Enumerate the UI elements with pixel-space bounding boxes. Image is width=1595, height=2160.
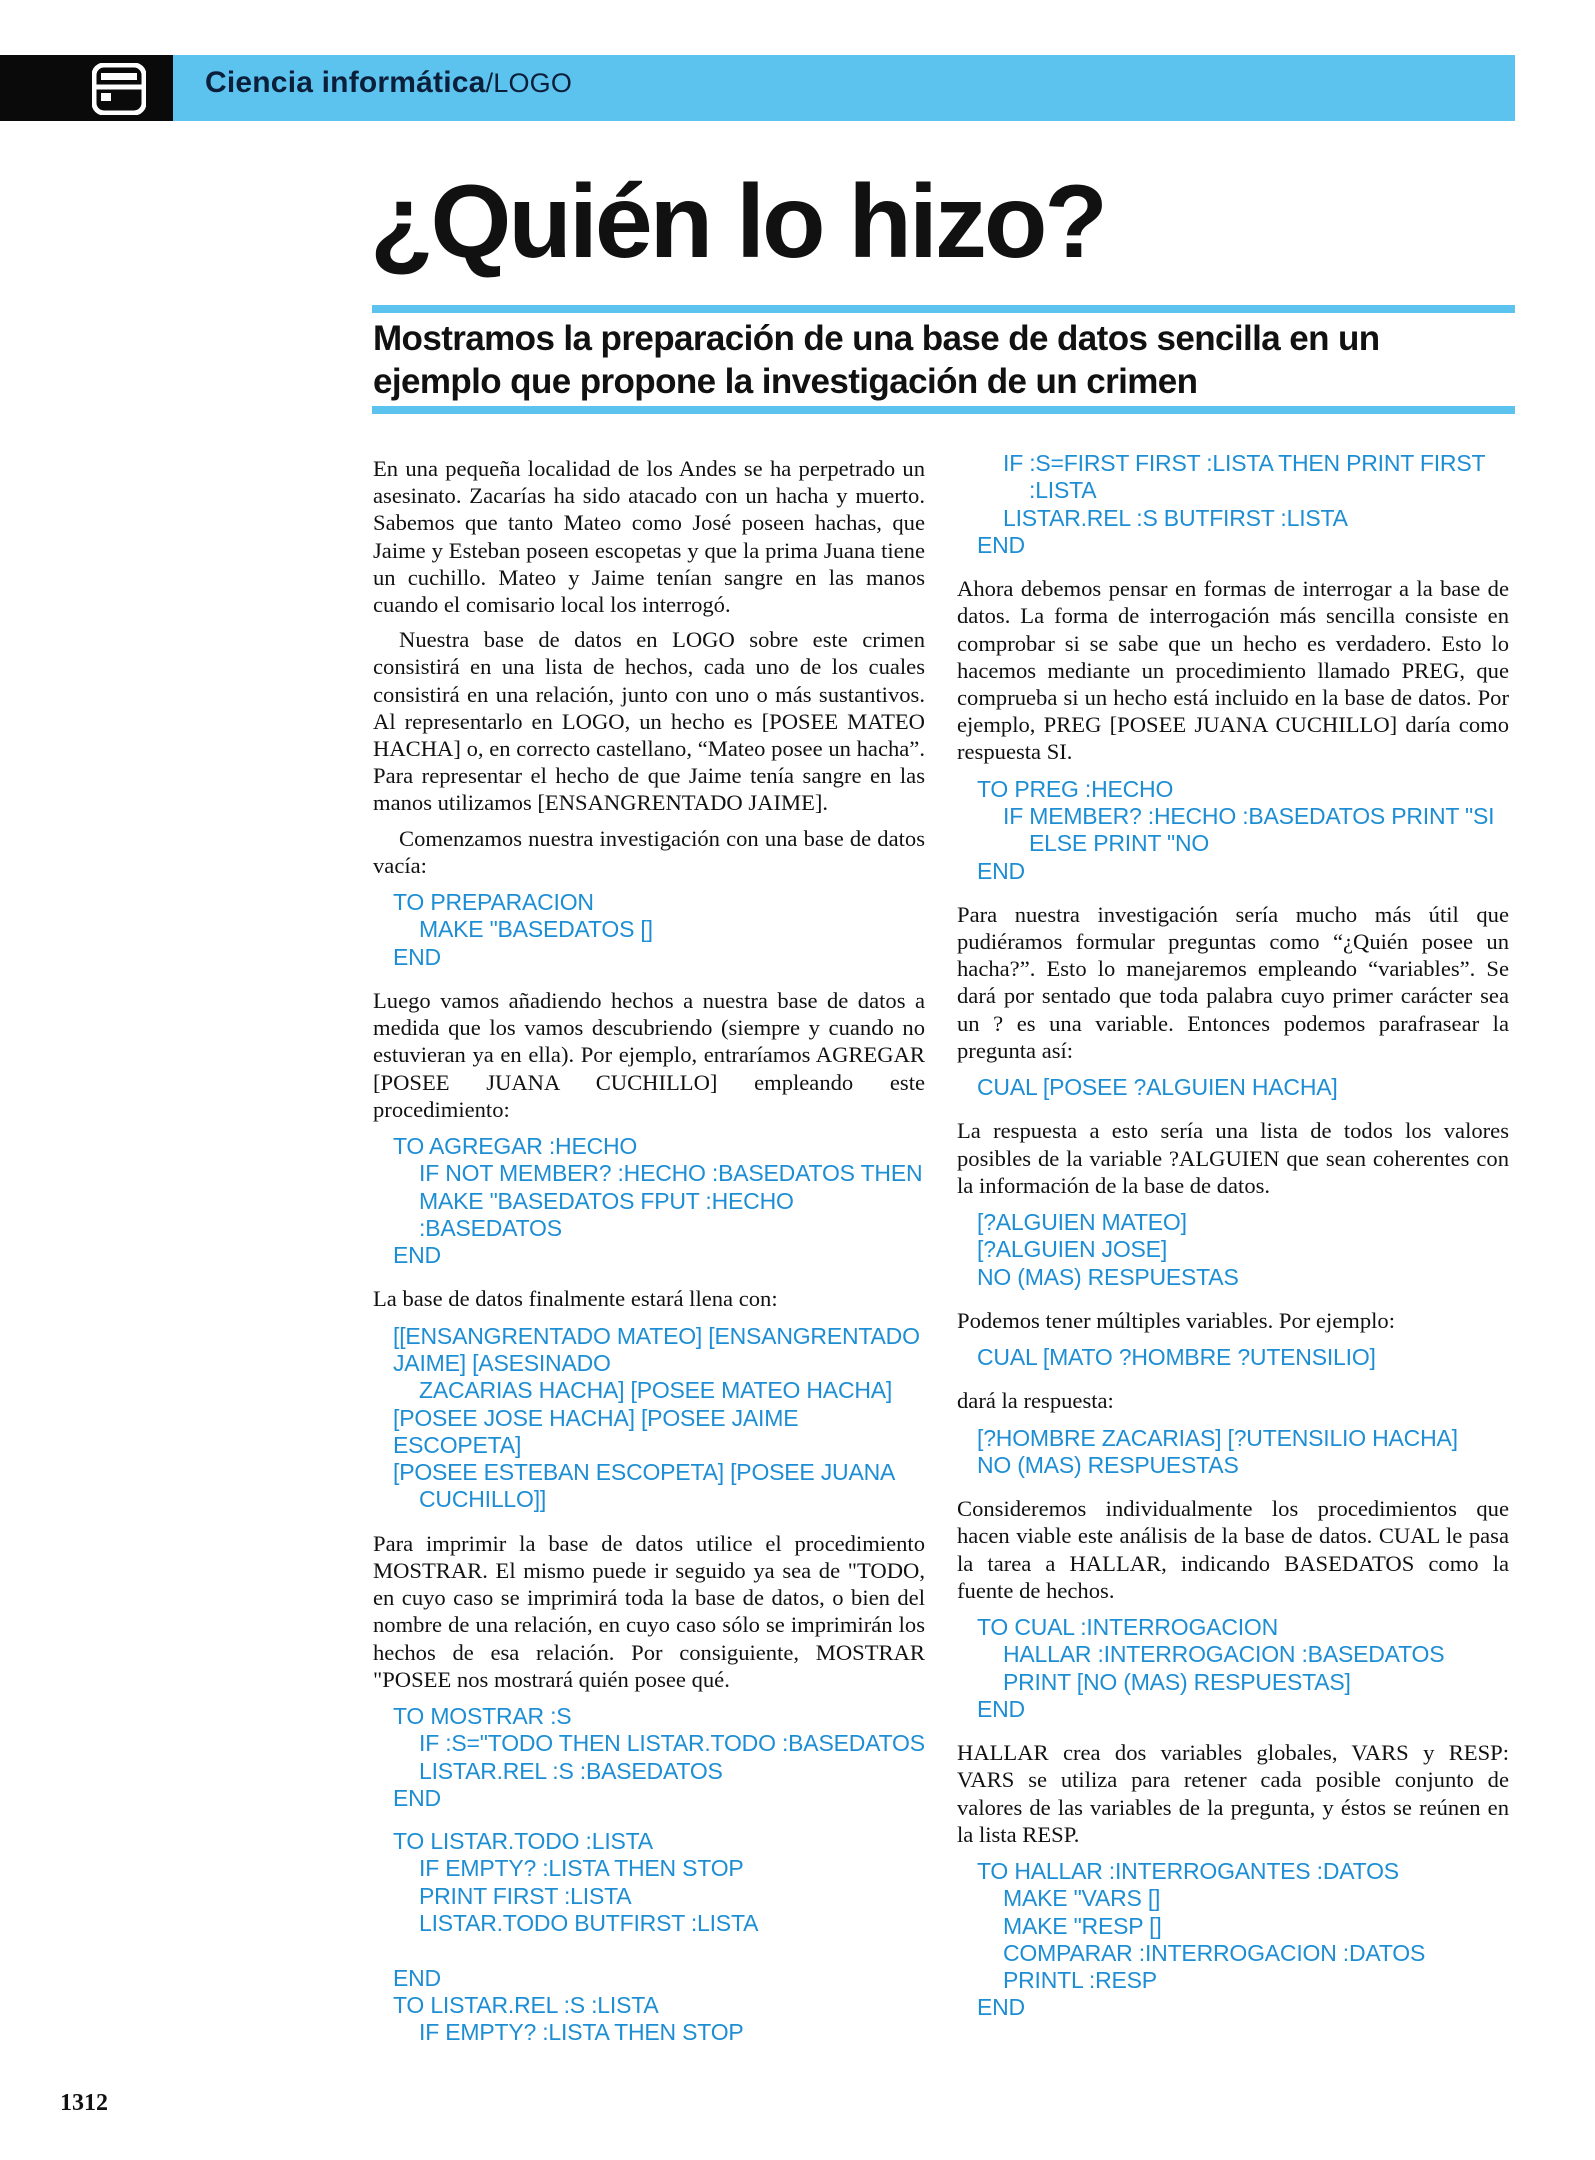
paragraph: Ahora debemos pensar en formas de interrogar a la base de datos. La forma de interrogación más sencilla consiste en comprobar si se sabe que un hecho es verdadero. Esto lo hacemos mediante un procedimiento llamado PREG, que comprueba si un hecho está incluido en la base de datos. Por ejemplo, PREG [POSEE JUANA CUCHILLO] daría como respuesta SI. (957, 576, 1509, 765)
code-line: END (393, 1242, 441, 1269)
code-line: [?HOMBRE ZACARIAS] [?UTENSILIO HACHA] (977, 1424, 1458, 1451)
code-line: TO PREPARACION (393, 889, 594, 916)
code-line: TO HALLAR :INTERROGANTES :DATOS (977, 1857, 1399, 1884)
code-line: [?ALGUIEN JOSE] (977, 1236, 1168, 1263)
code-block (977, 1209, 1509, 1291)
code-line: IF EMPTY? :LISTA THEN STOP (419, 1855, 744, 1882)
code-line: END (393, 1964, 441, 1991)
code-block (393, 889, 925, 971)
section-title (205, 66, 572, 100)
code-block (977, 1614, 1509, 1723)
computer-icon (92, 63, 146, 115)
code-line: IF :S=FIRST FIRST :LISTA THEN PRINT FIRST (1003, 450, 1486, 476)
code-line: ZACARIAS HACHA] [POSEE MATEO HACHA] (419, 1377, 893, 1404)
paragraph: Podemos tener múltiples variables. Por ejemplo: (957, 1307, 1395, 1333)
page-subtitle: Mostramos la preparación de una base de datos sencilla en un ejemplo que propone la investigación de un crimen (373, 319, 1380, 401)
code-line: TO LISTAR.REL :S :LISTA (393, 1991, 659, 2018)
code-line: TO PREG :HECHO (977, 775, 1174, 802)
subsection-name: /LOGO (485, 68, 573, 98)
right-column (957, 450, 1509, 2038)
code-line: END (977, 857, 1025, 884)
left-column (373, 455, 925, 2063)
code-line: LISTAR.REL :S :BASEDATOS (419, 1757, 723, 1784)
code-line: PRINTL :RESP (1003, 1967, 1157, 1994)
code-line: PRINT [NO (MAS) RESPUESTAS] (1003, 1668, 1351, 1695)
code-line: TO MOSTRAR :S (393, 1702, 572, 1729)
code-block (393, 1703, 925, 1812)
code-line (393, 1937, 925, 1964)
code-line: MAKE "BASEDATOS FPUT :HECHO (419, 1187, 794, 1214)
code-line: [?ALGUIEN MATEO] (977, 1208, 1187, 1235)
code-block (977, 776, 1509, 885)
code-line: LISTAR.REL :S BUTFIRST :LISTA (1003, 504, 1348, 531)
section-header-block (0, 55, 173, 121)
paragraph: Para imprimir la base de datos utilice el procedimiento MOSTRAR. El mismo puede ir seguido ya sea de "TODO, en cuyo caso se imprimirá toda la base de datos, o bien del nombre de una relación, en cuyo caso sólo se imprimirán los hechos de esa relación. Por consiguiente, MOSTRAR "POSEE nos mostrará quién posee qué. (373, 1530, 925, 1692)
code-block (977, 1074, 1509, 1101)
code-line: NO (MAS) RESPUESTAS (977, 1451, 1239, 1478)
code-line: IF NOT MEMBER? :HECHO :BASEDATOS THEN (419, 1160, 923, 1187)
code-block (977, 1344, 1509, 1371)
paragraph: La base de datos finalmente estará llena con: (373, 1286, 778, 1312)
code-line: TO LISTAR.TODO :LISTA (393, 1828, 653, 1855)
code-block (977, 450, 1509, 559)
code-line: :BASEDATOS (419, 1214, 562, 1241)
code-line: [POSEE ESTEBAN ESCOPETA] [POSEE JUANA (393, 1459, 896, 1486)
page-number: 1312 (60, 2090, 108, 2116)
code-line: [[ENSANGRENTADO MATEO] [ENSANGRENTADO (393, 1322, 920, 1349)
paragraph: Luego vamos añadiendo hechos a nuestra base de datos a medida que los vamos descubriendo (siempre y cuando no estuvieran ya en ella). Por ejemplo, entraríamos AGREGAR [POSEE JUANA CUCHILLO] empleando este procedimiento: (373, 987, 925, 1122)
code-line: END (977, 1994, 1025, 2021)
section-name: Ciencia informática (205, 66, 486, 99)
paragraph: Comenzamos nuestra investigación con una base de datos vacía: (373, 825, 925, 878)
code-block (393, 1828, 925, 2046)
code-line: ELSE PRINT "NO (1029, 830, 1210, 857)
code-line: [POSEE JOSE HACHA] [POSEE JAIME ESCOPETA] (393, 1404, 805, 1458)
paragraph: Consideremos individualmente los procedimientos que hacen viable este análisis de la base de datos. CUAL le pasa la tarea a HALLAR, indicando BASEDATOS como la fuente de hechos. (957, 1496, 1509, 1603)
code-block (393, 1133, 925, 1269)
code-line: CUAL [POSEE ?ALGUIEN HACHA] (977, 1074, 1338, 1101)
code-line: HALLAR :INTERROGACION :BASEDATOS (1003, 1641, 1445, 1668)
paragraph: Nuestra base de datos en LOGO sobre este crimen consistirá en una lista de hechos, cada uno de los cuales consistirá en una relación, junto con uno o más sustantivos. Al representarlo en LOGO, un hecho es [POSEE MATEO HACHA] o, en correcto castellano, “Mateo posee un hacha”. Para representar el hecho de que Jaime tenía sangre en las manos utilizamos [ENSANGRENTADO JAIME]. (373, 627, 925, 816)
code-line: MAKE "BASEDATOS [] (419, 916, 653, 943)
code-line: IF MEMBER? :HECHO :BASEDATOS PRINT "SI (1003, 802, 1495, 829)
paragraph: Para nuestra investigación sería mucho más útil que pudiéramos formular preguntas como “¿Quién posee un hacha?”. Esto lo manejaremos empleando “variables”. Se dará por sentado que toda palabra cuyo primer carácter sea un ? es una variable. Entonces podemos parafrasear la pregunta así: (957, 901, 1509, 1063)
code-block (977, 1858, 1509, 2022)
code-line: MAKE "VARS [] (1003, 1885, 1161, 1912)
code-line: CUAL [MATO ?HOMBRE ?UTENSILIO] (977, 1344, 1376, 1371)
code-line: JAIME] [ASESINADO (393, 1349, 611, 1376)
code-line: END (393, 943, 441, 970)
code-block (977, 1425, 1509, 1480)
code-line: TO CUAL :INTERROGACION (977, 1613, 1279, 1640)
code-line: COMPARAR :INTERROGACION :DATOS (1003, 1939, 1426, 1966)
code-line: END (977, 1695, 1025, 1722)
paragraph: HALLAR crea dos variables globales, VARS y RESP: VARS se utiliza para retener cada posible conjunto de valores de las variables de la pregunta, y éstos se reúnen en la lista RESP. (957, 1740, 1509, 1847)
code-line: TO AGREGAR :HECHO (393, 1132, 638, 1159)
paragraph: dará la respuesta: (957, 1388, 1114, 1414)
code-line: NO (MAS) RESPUESTAS (977, 1263, 1239, 1290)
code-line: IF :S="TODO THEN LISTAR.TODO :BASEDATOS (419, 1730, 925, 1757)
code-line: END (977, 531, 1025, 558)
page-title: ¿Quién lo hizo? (370, 164, 1105, 280)
code-line: LISTAR.TODO BUTFIRST :LISTA (419, 1910, 759, 1937)
title-rule-top (372, 305, 1515, 313)
paragraph: La respuesta a esto sería una lista de todos los valores posibles de la variable ?ALGUIEN que sean coherentes con la información de la base de datos. (957, 1118, 1509, 1198)
code-line: END (393, 1784, 441, 1811)
code-line: PRINT FIRST :LISTA (419, 1882, 632, 1909)
code-line: MAKE "RESP [] (1003, 1912, 1162, 1939)
paragraph: En una pequeña localidad de los Andes se ha perpetrado un asesinato. Zacarías ha sido atacado con un hacha y muerto. Sabemos que tanto Mateo como José poseen hachas, que Jaime y Esteban poseen escopetas y que la prima Juana tiene un cuchillo. Mateo y Jaime tenían sangre en las manos cuando el comisario local los interrogó. (373, 456, 925, 618)
code-line: IF EMPTY? :LISTA THEN STOP (419, 2019, 744, 2046)
code-block (393, 1323, 925, 1514)
title-rule-bottom (372, 406, 1515, 414)
code-line: CUCHILLO]] (419, 1486, 547, 1513)
code-line: :LISTA (1029, 477, 1097, 504)
